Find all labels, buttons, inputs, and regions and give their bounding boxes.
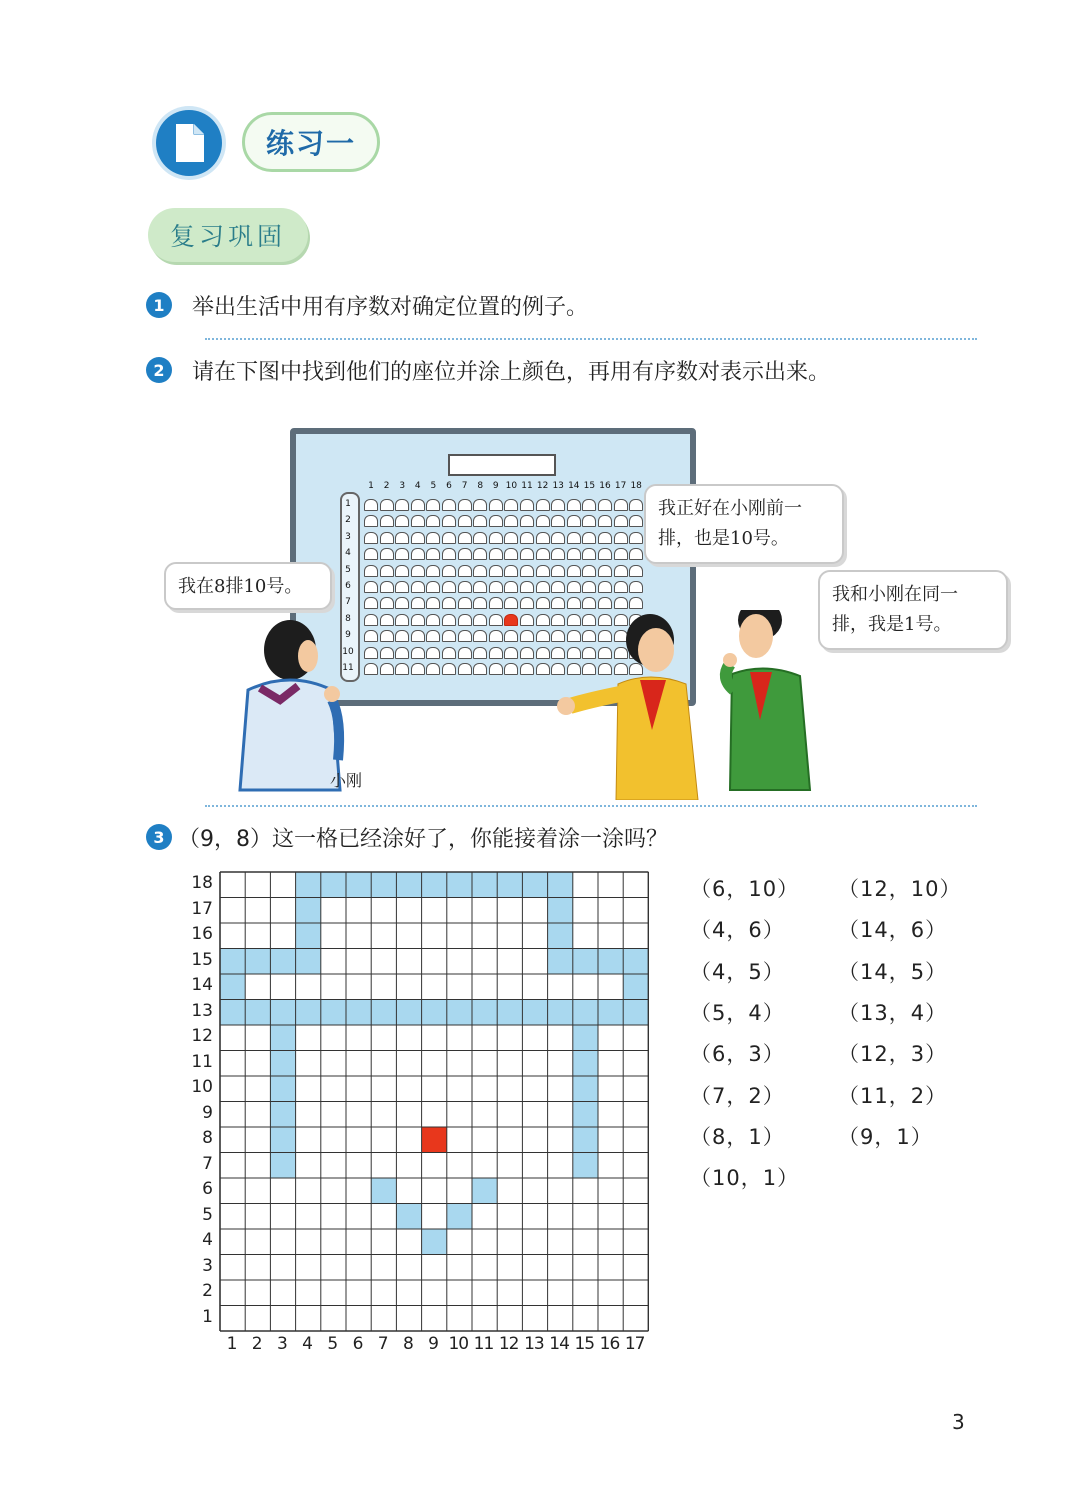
seat[interactable] bbox=[629, 581, 643, 593]
coordinate-pair: （12，3） bbox=[838, 1042, 948, 1067]
y-axis-label: 15 bbox=[191, 949, 213, 970]
seat[interactable] bbox=[520, 597, 534, 609]
coordinate-pair: （12，10） bbox=[838, 877, 962, 901]
seat[interactable] bbox=[536, 499, 550, 511]
coordinate-pair: （14，5） bbox=[838, 959, 948, 984]
y-axis-label: 12 bbox=[191, 1026, 213, 1046]
shaded-cell[interactable] bbox=[573, 1076, 598, 1102]
seat[interactable] bbox=[489, 499, 503, 511]
shaded-cell[interactable] bbox=[598, 949, 623, 975]
x-axis-label: 4 bbox=[302, 1334, 312, 1354]
seat[interactable] bbox=[520, 499, 534, 511]
divider bbox=[205, 338, 977, 340]
seat[interactable] bbox=[442, 581, 456, 593]
seat[interactable] bbox=[582, 548, 596, 560]
seat[interactable] bbox=[614, 565, 628, 577]
seat[interactable] bbox=[395, 548, 409, 560]
seat[interactable] bbox=[536, 532, 550, 544]
coordinate-pair: （7，2） bbox=[690, 1083, 785, 1108]
seat[interactable] bbox=[536, 565, 550, 577]
shaded-cell[interactable] bbox=[548, 872, 573, 898]
seat[interactable] bbox=[504, 581, 518, 593]
seat-row-number: 6 bbox=[345, 581, 351, 591]
coordinate-pair: （4，5） bbox=[690, 959, 785, 984]
seat[interactable] bbox=[364, 532, 378, 544]
shaded-cell[interactable] bbox=[346, 1000, 371, 1026]
seat[interactable] bbox=[426, 499, 440, 511]
seat[interactable] bbox=[582, 597, 596, 609]
x-axis-label: 9 bbox=[428, 1334, 438, 1354]
boy-xiaogang bbox=[240, 620, 340, 790]
seat[interactable] bbox=[614, 597, 628, 609]
seat[interactable] bbox=[598, 532, 612, 544]
seat[interactable] bbox=[380, 565, 394, 577]
seat[interactable] bbox=[567, 548, 581, 560]
seat-column-number: 10 bbox=[505, 481, 518, 491]
seat[interactable] bbox=[442, 597, 456, 609]
shaded-cell[interactable] bbox=[497, 1000, 522, 1026]
seat[interactable] bbox=[598, 597, 612, 609]
x-axis-label: 17 bbox=[624, 1334, 645, 1354]
speech-bubble-left bbox=[164, 562, 332, 610]
seat-row-number: 10 bbox=[342, 646, 354, 657]
seat[interactable] bbox=[411, 515, 425, 527]
seat[interactable] bbox=[458, 515, 472, 527]
seat[interactable] bbox=[395, 515, 409, 527]
shaded-cell[interactable] bbox=[447, 1000, 472, 1026]
seat-row-number: 2 bbox=[345, 515, 351, 526]
seat[interactable] bbox=[364, 597, 378, 609]
shaded-cell[interactable] bbox=[623, 974, 648, 1000]
seat[interactable] bbox=[567, 515, 581, 527]
seat[interactable] bbox=[364, 581, 378, 593]
seat[interactable] bbox=[426, 597, 440, 609]
seat[interactable] bbox=[442, 515, 456, 527]
seat-column-number: 16 bbox=[599, 481, 611, 491]
shaded-cell[interactable] bbox=[270, 1051, 295, 1077]
seat[interactable] bbox=[442, 548, 456, 560]
divider bbox=[205, 805, 977, 807]
seat-column-number: 5 bbox=[430, 481, 437, 491]
seat[interactable] bbox=[567, 581, 581, 593]
coordinate-pair: （11，2） bbox=[838, 1083, 948, 1108]
shaded-cell[interactable] bbox=[270, 1000, 295, 1026]
shaded-cell[interactable] bbox=[573, 1127, 598, 1153]
question-2-number: 2 bbox=[146, 357, 172, 383]
seat[interactable] bbox=[426, 565, 440, 577]
y-axis-label: 10 bbox=[191, 1077, 213, 1097]
seat[interactable] bbox=[504, 515, 518, 527]
seat-column-number: 12 bbox=[536, 481, 549, 491]
seat[interactable] bbox=[551, 515, 565, 527]
seat[interactable] bbox=[629, 499, 643, 511]
seat[interactable] bbox=[536, 597, 550, 609]
shaded-cell[interactable] bbox=[472, 872, 497, 898]
shaded-cell[interactable] bbox=[321, 1000, 346, 1026]
seat-column-number: 18 bbox=[630, 481, 642, 491]
bubble-middle-line2: 排，也是10号。 bbox=[658, 528, 789, 549]
x-axis-label: 1 bbox=[226, 1334, 237, 1354]
given-red-cell[interactable] bbox=[422, 1127, 447, 1153]
shaded-cell[interactable] bbox=[522, 1000, 547, 1026]
shaded-cell[interactable] bbox=[472, 1178, 497, 1204]
seat[interactable] bbox=[411, 532, 425, 544]
seat[interactable] bbox=[458, 565, 472, 577]
seat[interactable] bbox=[598, 581, 612, 593]
shaded-cell[interactable] bbox=[522, 872, 547, 898]
shaded-cell[interactable] bbox=[270, 1102, 295, 1128]
shaded-cell[interactable] bbox=[371, 1000, 396, 1026]
seat[interactable] bbox=[614, 499, 628, 511]
seat-column-number: 17 bbox=[614, 481, 627, 491]
y-axis-label: 13 bbox=[191, 1000, 213, 1021]
seat[interactable] bbox=[458, 581, 472, 593]
seat[interactable] bbox=[582, 499, 596, 511]
y-axis-label: 18 bbox=[191, 873, 213, 893]
x-axis-label: 3 bbox=[276, 1334, 287, 1354]
seat-column-number: 7 bbox=[461, 481, 468, 491]
x-axis-label: 10 bbox=[448, 1334, 469, 1354]
seat[interactable] bbox=[614, 548, 628, 560]
seat[interactable] bbox=[598, 515, 612, 527]
seat[interactable] bbox=[380, 532, 394, 544]
question-3-text: （9，8）这一格已经涂好了，你能接着涂一涂吗？ bbox=[178, 827, 668, 852]
seat[interactable] bbox=[504, 565, 518, 577]
seat[interactable] bbox=[520, 515, 534, 527]
seat[interactable] bbox=[614, 532, 628, 544]
bubble-left-text: 我在8排10号。 bbox=[178, 576, 303, 597]
question-1-number: 1 bbox=[146, 292, 172, 318]
x-axis-label: 7 bbox=[377, 1334, 388, 1354]
seat[interactable] bbox=[598, 565, 612, 577]
seat[interactable] bbox=[395, 565, 409, 577]
seat[interactable] bbox=[426, 515, 440, 527]
seat[interactable] bbox=[411, 565, 425, 577]
shaded-cell[interactable] bbox=[497, 872, 522, 898]
seat[interactable] bbox=[551, 548, 565, 560]
seat[interactable] bbox=[411, 597, 425, 609]
shaded-cell[interactable] bbox=[422, 1229, 447, 1255]
seat-column-number: 3 bbox=[399, 481, 406, 491]
seat[interactable] bbox=[598, 499, 612, 511]
seat[interactable] bbox=[426, 548, 440, 560]
seat[interactable] bbox=[458, 532, 472, 544]
y-axis-label: 6 bbox=[202, 1179, 213, 1199]
seat[interactable] bbox=[473, 532, 487, 544]
x-axis-label: 13 bbox=[524, 1334, 544, 1354]
seat[interactable] bbox=[629, 565, 643, 577]
bubble-middle-line1: 我正好在小刚前一 bbox=[658, 498, 802, 519]
seat[interactable] bbox=[489, 548, 503, 560]
y-axis-label: 17 bbox=[191, 898, 213, 919]
x-axis-label: 8 bbox=[402, 1334, 413, 1354]
coordinate-pair: （6，10） bbox=[690, 877, 800, 901]
seat[interactable] bbox=[629, 597, 643, 609]
seat[interactable] bbox=[551, 597, 565, 609]
question-3-number: 3 bbox=[146, 824, 172, 850]
children-illustration bbox=[220, 610, 860, 800]
seat[interactable] bbox=[411, 499, 425, 511]
seat-column-number: 2 bbox=[383, 481, 390, 491]
shaded-cell[interactable] bbox=[270, 1076, 295, 1102]
seat[interactable] bbox=[458, 597, 472, 609]
seat[interactable] bbox=[504, 499, 518, 511]
shaded-cell[interactable] bbox=[548, 898, 573, 924]
coordinate-pair: （13，4） bbox=[838, 1000, 948, 1025]
seat[interactable] bbox=[520, 581, 534, 593]
seat[interactable] bbox=[380, 581, 394, 593]
seat-column-number: 6 bbox=[446, 481, 452, 491]
seat[interactable] bbox=[395, 581, 409, 593]
coordinate-pair: （8，1） bbox=[690, 1124, 785, 1149]
seat[interactable] bbox=[614, 581, 628, 593]
shaded-cell[interactable] bbox=[296, 1000, 321, 1026]
seat[interactable] bbox=[504, 532, 518, 544]
seat[interactable] bbox=[411, 548, 425, 560]
y-axis-label: 7 bbox=[202, 1153, 213, 1174]
shaded-cell[interactable] bbox=[573, 1051, 598, 1077]
seat[interactable] bbox=[536, 515, 550, 527]
seat[interactable] bbox=[536, 581, 550, 593]
shaded-cell[interactable] bbox=[447, 872, 472, 898]
document-icon bbox=[156, 110, 222, 176]
seat-row-number: 9 bbox=[345, 630, 351, 641]
shaded-cell[interactable] bbox=[447, 1204, 472, 1230]
x-axis-label: 6 bbox=[352, 1334, 363, 1354]
seat-row-number: 11 bbox=[342, 663, 354, 673]
seat[interactable] bbox=[567, 499, 581, 511]
seat[interactable] bbox=[489, 565, 503, 577]
seat-column-number: 4 bbox=[414, 481, 421, 491]
shaded-cell[interactable] bbox=[573, 1102, 598, 1128]
shaded-cell[interactable] bbox=[346, 872, 371, 898]
shaded-cell[interactable] bbox=[371, 1178, 396, 1204]
seat[interactable] bbox=[629, 515, 643, 527]
shaded-cell[interactable] bbox=[548, 923, 573, 949]
x-axis-label: 14 bbox=[549, 1334, 569, 1354]
shaded-cell[interactable] bbox=[573, 1025, 598, 1051]
shaded-cell[interactable] bbox=[548, 949, 573, 975]
seat[interactable] bbox=[364, 515, 378, 527]
y-axis-label: 1 bbox=[202, 1306, 213, 1327]
coordinate-pair: （6，3） bbox=[690, 1042, 785, 1067]
seat-row-number: 3 bbox=[345, 531, 351, 542]
shaded-cell[interactable] bbox=[396, 872, 421, 898]
seat[interactable] bbox=[426, 581, 440, 593]
seat[interactable] bbox=[520, 548, 534, 560]
seat[interactable] bbox=[567, 565, 581, 577]
seat[interactable] bbox=[473, 581, 487, 593]
exercise-title: 练习一 bbox=[242, 112, 380, 172]
seat-column-number: 13 bbox=[552, 481, 564, 491]
seat-column-number: 14 bbox=[568, 481, 580, 491]
shaded-cell[interactable] bbox=[270, 949, 295, 975]
seat-column-number: 15 bbox=[583, 481, 596, 491]
seat[interactable] bbox=[551, 499, 565, 511]
seat[interactable] bbox=[567, 532, 581, 544]
seat[interactable] bbox=[395, 597, 409, 609]
seat[interactable] bbox=[629, 548, 643, 560]
y-axis-label: 5 bbox=[202, 1204, 213, 1225]
seat[interactable] bbox=[536, 548, 550, 560]
seat[interactable] bbox=[614, 515, 628, 527]
shaded-cell[interactable] bbox=[396, 1000, 421, 1026]
seat[interactable] bbox=[473, 565, 487, 577]
grid-svg bbox=[219, 871, 649, 1332]
seat[interactable] bbox=[520, 565, 534, 577]
seat-row-number: 8 bbox=[345, 613, 351, 624]
y-axis-label: 2 bbox=[202, 1281, 213, 1301]
seat[interactable] bbox=[426, 532, 440, 544]
seat[interactable] bbox=[489, 515, 503, 527]
shaded-cell[interactable] bbox=[573, 1000, 598, 1026]
seat-column-number: 11 bbox=[521, 481, 533, 491]
seat[interactable] bbox=[458, 548, 472, 560]
seat[interactable] bbox=[629, 532, 643, 544]
shaded-cell[interactable] bbox=[245, 1000, 270, 1026]
y-axis-label: 9 bbox=[202, 1102, 213, 1123]
y-axis-label: 3 bbox=[202, 1255, 213, 1276]
seat[interactable] bbox=[489, 597, 503, 609]
seat-column-number: 8 bbox=[477, 481, 484, 491]
seat[interactable] bbox=[582, 532, 596, 544]
shaded-cell[interactable] bbox=[422, 1000, 447, 1026]
seat-column-number: 9 bbox=[492, 481, 499, 491]
seat[interactable] bbox=[364, 499, 378, 511]
bubble-right-line2: 排，我是1号。 bbox=[832, 614, 952, 635]
coordinate-pair: （5，4） bbox=[690, 1000, 785, 1025]
coordinate-pair: （4，6） bbox=[690, 918, 785, 943]
seat[interactable] bbox=[582, 581, 596, 593]
bubble-right-line1: 我和小刚在同一 bbox=[832, 584, 958, 605]
exercise-icon bbox=[156, 110, 222, 176]
shaded-cell[interactable] bbox=[245, 949, 270, 975]
seat[interactable] bbox=[489, 581, 503, 593]
shaded-cell[interactable] bbox=[296, 872, 321, 898]
shaded-cell[interactable] bbox=[270, 1127, 295, 1153]
seat[interactable] bbox=[364, 565, 378, 577]
shaded-cell[interactable] bbox=[573, 949, 598, 975]
seat[interactable] bbox=[551, 565, 565, 577]
y-axis-label: 8 bbox=[202, 1128, 213, 1148]
x-axis-label: 12 bbox=[498, 1334, 519, 1354]
question-1-text: 举出生活中用有序数对确定位置的例子。 bbox=[192, 295, 589, 320]
seat[interactable] bbox=[567, 597, 581, 609]
shaded-cell[interactable] bbox=[396, 1204, 421, 1230]
y-axis-label: 16 bbox=[191, 924, 213, 944]
shaded-cell[interactable] bbox=[573, 1153, 598, 1179]
page-number: 3 bbox=[952, 1410, 965, 1434]
speech-bubble-middle bbox=[644, 484, 844, 564]
shaded-cell[interactable] bbox=[220, 949, 245, 975]
coordinate-pair: （14，6） bbox=[838, 918, 948, 943]
kid-name-label: 小刚 bbox=[330, 771, 363, 790]
coordinate-pair: （9，1） bbox=[838, 1124, 933, 1149]
shaded-cell[interactable] bbox=[270, 1025, 295, 1051]
seat[interactable] bbox=[520, 532, 534, 544]
shaded-cell[interactable] bbox=[296, 949, 321, 975]
seat[interactable] bbox=[411, 581, 425, 593]
seat[interactable] bbox=[442, 565, 456, 577]
shaded-cell[interactable] bbox=[548, 1000, 573, 1026]
x-axis-label: 5 bbox=[327, 1334, 338, 1354]
section-label: 复习巩固 bbox=[148, 208, 308, 262]
seat[interactable] bbox=[504, 548, 518, 560]
x-axis-label: 2 bbox=[251, 1334, 262, 1354]
seat-row-number: 4 bbox=[345, 548, 351, 559]
seat[interactable] bbox=[551, 581, 565, 593]
shaded-cell[interactable] bbox=[321, 872, 346, 898]
y-axis-label: 14 bbox=[191, 975, 213, 995]
shaded-cell[interactable] bbox=[598, 1000, 623, 1026]
y-axis-label: 11 bbox=[191, 1051, 213, 1072]
shaded-cell[interactable] bbox=[220, 1000, 245, 1026]
seat[interactable] bbox=[380, 548, 394, 560]
y-axis-label: 4 bbox=[202, 1230, 213, 1250]
seat-row-number: 7 bbox=[345, 597, 351, 608]
seat-column-number: 1 bbox=[368, 481, 374, 491]
seat[interactable] bbox=[364, 548, 378, 560]
board-title-box bbox=[448, 454, 556, 476]
shaded-cell[interactable] bbox=[371, 872, 396, 898]
shaded-cell[interactable] bbox=[270, 1153, 295, 1179]
seat-row-number: 1 bbox=[345, 499, 351, 509]
shaded-cell[interactable] bbox=[623, 949, 648, 975]
boy-right bbox=[723, 610, 810, 790]
seat[interactable] bbox=[473, 515, 487, 527]
shaded-cell[interactable] bbox=[623, 1000, 648, 1026]
seat[interactable] bbox=[395, 532, 409, 544]
seat[interactable] bbox=[380, 515, 394, 527]
seat[interactable] bbox=[473, 499, 487, 511]
seat[interactable] bbox=[582, 515, 596, 527]
x-axis-label: 11 bbox=[473, 1334, 494, 1354]
shaded-cell[interactable] bbox=[296, 898, 321, 924]
question-2-text: 请在下图中找到他们的座位并涂上颜色，再用有序数对表示出来。 bbox=[192, 360, 831, 385]
seat[interactable] bbox=[380, 499, 394, 511]
seat[interactable] bbox=[442, 499, 456, 511]
seat[interactable] bbox=[442, 532, 456, 544]
seat[interactable] bbox=[473, 597, 487, 609]
shaded-cell[interactable] bbox=[422, 872, 447, 898]
shaded-cell[interactable] bbox=[472, 1000, 497, 1026]
coordinate-pair: （10，1） bbox=[690, 1166, 800, 1191]
seat[interactable] bbox=[582, 565, 596, 577]
girl-pointing bbox=[557, 614, 698, 800]
x-axis-label: 15 bbox=[574, 1334, 595, 1354]
seat[interactable] bbox=[395, 499, 409, 511]
shaded-cell[interactable] bbox=[220, 974, 245, 1000]
seat[interactable] bbox=[551, 532, 565, 544]
seat[interactable] bbox=[598, 548, 612, 560]
seat[interactable] bbox=[380, 597, 394, 609]
seat-row-number: 5 bbox=[345, 564, 351, 575]
seat[interactable] bbox=[458, 499, 472, 511]
shaded-cell[interactable] bbox=[296, 923, 321, 949]
x-axis-label: 16 bbox=[599, 1334, 620, 1354]
seat[interactable] bbox=[473, 548, 487, 560]
seat[interactable] bbox=[489, 532, 503, 544]
seat[interactable] bbox=[504, 597, 518, 609]
